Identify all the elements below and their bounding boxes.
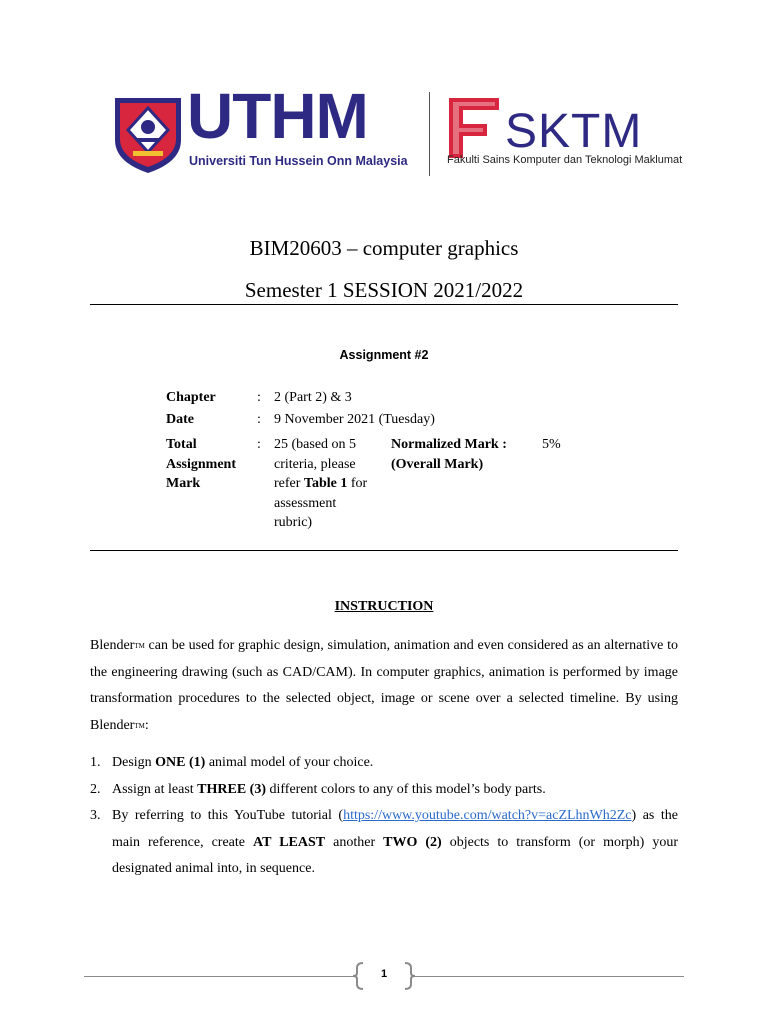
left-brace-icon (352, 962, 366, 990)
instruction-heading: INSTRUCTION (334, 599, 434, 614)
total-value: 25 (based on 5 criteria, please refer Table 1 for assessment rubric) (274, 437, 368, 530)
chapter-label: Chapter (166, 390, 216, 405)
youtube-tutorial-link[interactable]: https://www.youtube.com/watch?v=acZLhnWh2Zc (343, 808, 632, 824)
uthm-fullname: Universiti Tun Hussein Onn Malaysia (189, 154, 408, 168)
course-title: BIM20603 – computer graphics (249, 236, 519, 260)
uthm-shield-logo (113, 96, 183, 174)
fsktm-wordmark: SKTM (505, 105, 643, 158)
assignment-heading: Assignment #2 (339, 348, 429, 362)
logo-divider (429, 92, 430, 176)
list-item: 3. By referring to this YouTube tutorial (https://www.youtube.com/watch?v=acZLhnWh2Zc) as the main reference, create AT LEAST another TWO (2) objects to transform (or morph) your designated animal into, in sequence. (90, 808, 678, 877)
trademark-mark: TM (134, 721, 145, 730)
chapter-value: 2 (Part 2) & 3 (274, 390, 352, 405)
info-divider (90, 550, 678, 551)
date-value: 9 November 2021 (Tuesday) (274, 412, 435, 427)
trademark-mark: TM (134, 642, 145, 650)
normalized-mark-value: 5% (542, 437, 561, 452)
chapter-colon: : (257, 390, 261, 405)
total-colon: : (257, 437, 261, 452)
instruction-intro: BlenderTM can be used for graphic design, simulation, animation and even considered as an alternative to the engineering drawing (such as CAD/CAM). In computer graphics, animation is performed by image transformation procedures to the selected object, image or scene over a selected timeline. By using BlenderTM: (90, 638, 678, 733)
list-item: 1. Design ONE (1) animal model of your choice. (90, 755, 374, 770)
fsktm-fullname: Fakulti Sains Komputer dan Teknologi Maklumat (447, 154, 683, 166)
instruction-list (90, 750, 678, 883)
list-item: 2. Assign at least THREE (3) different colors to any of this model’s body parts. (90, 781, 546, 797)
uthm-wordmark: UTHM (187, 80, 368, 152)
session-title: Semester 1 SESSION 2021/2022 (244, 278, 524, 302)
top-divider (90, 304, 678, 305)
total-label: Total Assignment Mark (166, 437, 237, 491)
right-brace-icon (402, 962, 416, 990)
footer-rule-left (84, 976, 356, 977)
normalized-mark-label: Normalized Mark : (Overall Mark) (391, 437, 507, 472)
footer-rule-right (412, 976, 684, 977)
page-number: 1 (380, 968, 388, 980)
date-label: Date (166, 412, 194, 427)
date-colon: : (257, 412, 261, 427)
